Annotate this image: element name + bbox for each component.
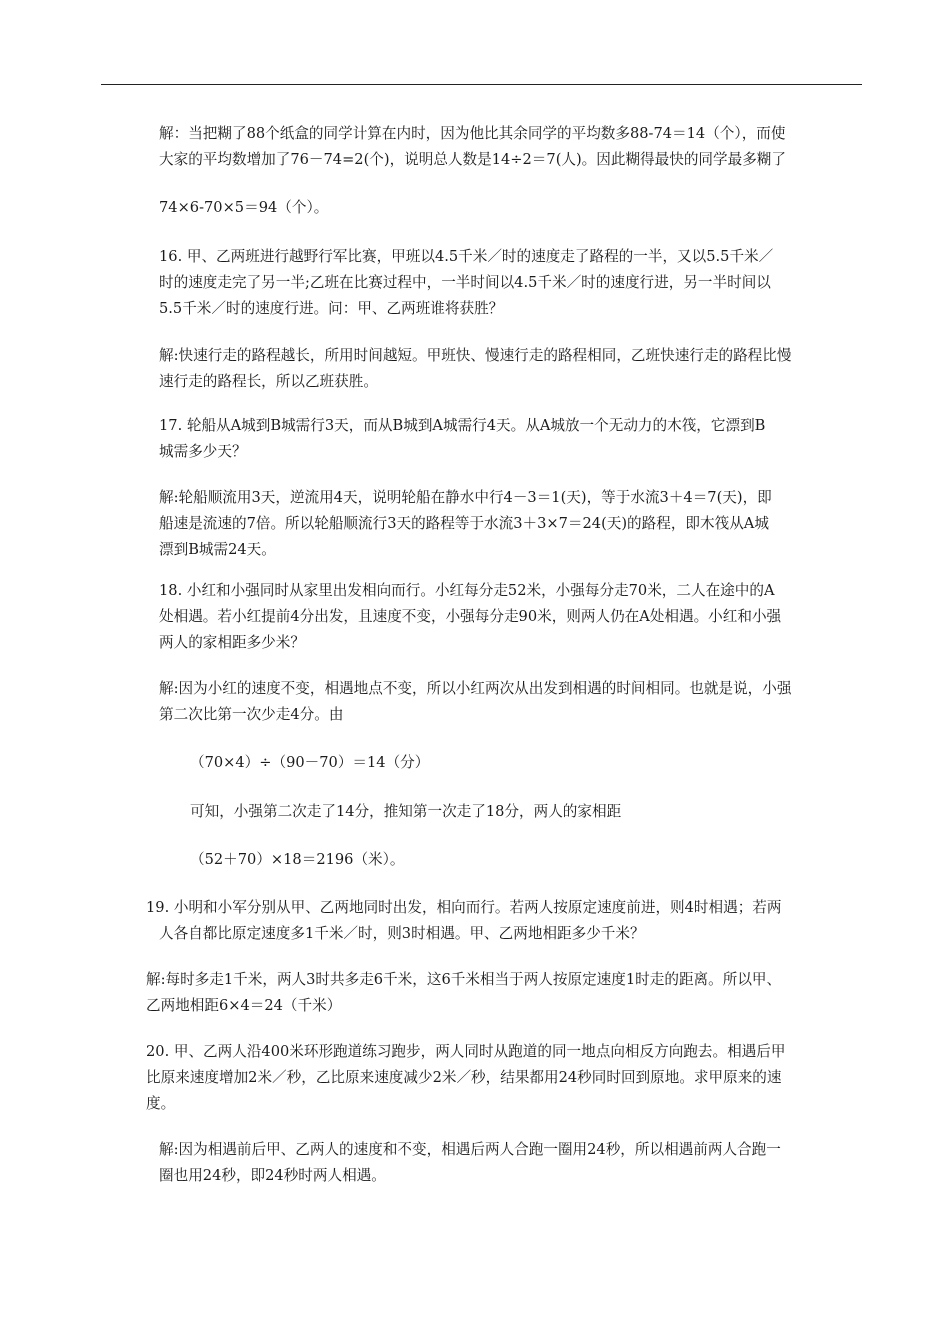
question-16 [159,244,773,322]
text-line: 解：当把糊了88个纸盒的同学计算在内时，因为他比其余同学的平均数多88-74＝14（个），而使 [159,125,786,142]
answer-20 [159,1137,781,1189]
text-line: 第二次比第一次少走4分。由 [159,706,344,723]
text-line: 乙两地相距6×4＝24（千米） [146,997,342,1014]
text-line: 度。 [146,1095,176,1112]
text-line: 解:因为相遇前后甲、乙两人的速度和不变，相遇后两人合跑一圈用24秒，所以相遇前两人合跑一 [159,1141,781,1158]
text-line: 漂到B城需24天。 [159,541,276,558]
text-line: 圈也用24秒，即24秒时两人相遇。 [159,1167,386,1184]
text-line: 16. 甲、乙两班进行越野行军比赛，甲班以4.5千米／时的速度走了路程的一半，又以5.5千米／ [159,248,774,265]
text-line: 处相遇。若小红提前4分出发，且速度不变，小强每分走90米，则两人仍在A处相遇。小红和小强 [159,608,782,625]
text-line: 17. 轮船从A城到B城需行3天，而从B城到A城需行4天。从A城放一个无动力的木筏，它漂到B [159,417,766,434]
question-19 [146,895,781,947]
header-rule [101,84,862,85]
text-line: 解:每时多走1千米，两人3时共多走6千米，这6千米相当于两人按原定速度1时走的距离。所以甲、 [146,971,782,988]
answer-18-conclusion [190,799,621,825]
text-line: 人各自都比原定速度多1千米／时，则3时相遇。甲、乙两地相距多少千米？ [159,925,645,942]
text-line: 74×6-70×5＝94（个）。 [159,199,329,216]
text-line: 大家的平均数增加了76－74=2(个)，说明总人数是14÷2＝7(人)。因此糊得最快的同学最多糊了 [159,151,786,168]
text-line: 解:因为小红的速度不变，相遇地点不变，所以小红两次从出发到相遇的时间相同。也就是说，小强 [159,680,792,697]
text-line: 可知，小强第二次走了14分，推知第一次走了18分，两人的家相距 [190,803,622,820]
text-line: 19. 小明和小军分别从甲、乙两地同时出发，相向而行。若两人按原定速度前进，则4时相遇；若两 [146,899,782,916]
q15-formula [159,195,328,221]
text-line: 解:快速行走的路程越长，所用时间越短。甲班快、慢速行走的路程相同，乙班快速行走的路程比慢 [159,347,792,364]
text-line: （52＋70）×18＝2196（米）。 [190,851,405,868]
text-line: 城需多少天？ [159,443,247,460]
answer-18 [159,676,791,728]
text-line: 比原来速度增加2米／秒，乙比原来速度减少2米／秒，结果都用24秒同时回到原地。求甲原来的速 [146,1069,782,1086]
q15-answer [159,121,786,173]
answer-16 [159,343,791,395]
answer-18-formula-1 [190,750,429,776]
text-line: 5.5千米／时的速度行进。问：甲、乙两班谁将获胜？ [159,300,504,317]
answer-17 [159,485,772,563]
text-line: 解:轮船顺流用3天，逆流用4天，说明轮船在静水中行4－3＝1(天)，等于水流3＋4＝7(天)，即 [159,489,772,506]
text-line: 船速是流速的7倍。所以轮船顺流行3天的路程等于水流3＋3×7＝24(天)的路程，即木筏从A城 [159,515,769,532]
text-line: 18. 小红和小强同时从家里出发相向而行。小红每分走52米，小强每分走70米，二人在途中的A [159,582,775,599]
text-line: 时的速度走完了另一半;乙班在比赛过程中，一半时间以4.5千米／时的速度行进，另一半时间以 [159,274,771,291]
answer-19 [146,967,781,1019]
text-line: 速行走的路程长，所以乙班获胜。 [159,373,378,390]
text-line: 20. 甲、乙两人沿400米环形跑道练习跑步，两人同时从跑道的同一地点向相反方向跑去。相遇后甲 [146,1043,786,1060]
question-17 [159,413,765,465]
question-20 [146,1039,785,1117]
question-18 [159,578,781,656]
text-line: （70×4）÷（90－70）＝14（分） [190,754,430,771]
text-line: 两人的家相距多少米？ [159,634,305,651]
answer-18-formula-2 [190,847,405,873]
